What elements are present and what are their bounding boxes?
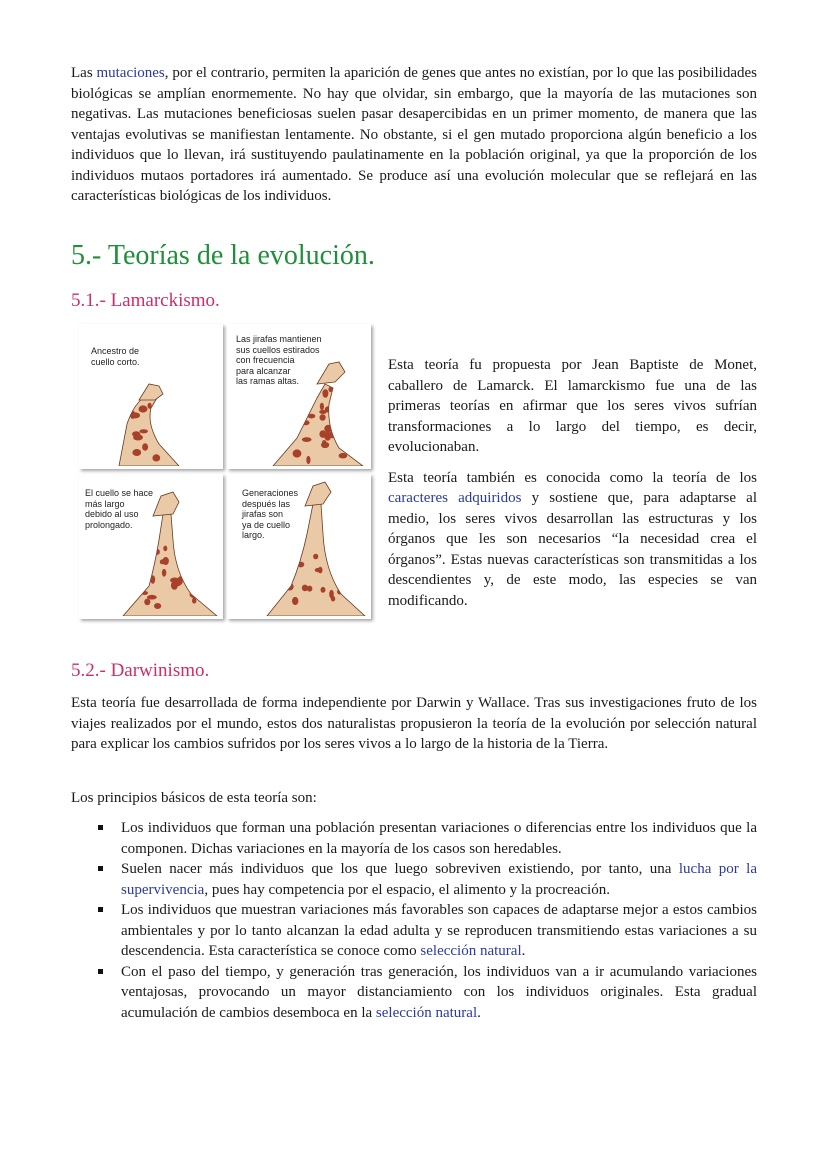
giraffe-spot — [341, 557, 347, 563]
giraffe-spot — [192, 598, 196, 604]
giraffe-spot — [180, 536, 186, 542]
giraffe-spot — [336, 427, 342, 433]
giraffe-spot — [130, 411, 135, 419]
list-item-text: Los individuos que muestran variaciones más favorables son capaces de adaptarse mejor a estos cambios ambientales y por lo tanto alcanzan la edad adulta y se reproducen transmitiendo estas variaciones a su descendencia. Esta característica se conoce como — [121, 902, 757, 959]
giraffe-spot — [141, 591, 148, 595]
giraffe-spot — [152, 454, 160, 461]
giraffe-spot — [320, 403, 324, 410]
figure-panel-4 — [227, 474, 371, 619]
giraffe-spot — [302, 420, 310, 425]
giraffe-spot — [132, 431, 140, 436]
giraffe-spot — [141, 581, 146, 589]
giraffe-spot — [159, 409, 163, 415]
giraffe-spot — [292, 597, 298, 605]
list-item-text: Los individuos que forman una población presentan variaciones o diferencias entre los individuos que la componen. Dichas variaciones en la mayoría de los casos son heredables. — [121, 820, 757, 857]
giraffe-spot — [325, 540, 332, 546]
giraffe-spot — [327, 552, 336, 558]
giraffe-spot — [332, 410, 339, 416]
figure-caption-3: El cuello se hace más largo debido al uso prolongado. — [85, 488, 154, 530]
giraffe-spot — [167, 419, 174, 427]
figure-caption-2: Las jirafas mantienen sus cuellos estirados con frecuencia para alcanzar las ramas altas. — [236, 334, 322, 386]
figure-caption-1: Ancestro de cuello corto. — [91, 346, 140, 367]
giraffe-spot — [150, 415, 160, 423]
giraffe-spot — [336, 580, 346, 586]
list-item — [71, 900, 757, 962]
giraffe-spot — [329, 590, 334, 599]
giraffe-spot — [189, 528, 194, 536]
intro-text-start: Las — [71, 65, 97, 81]
darwinismo-paragraph: Esta teoría fue desarrollada de forma independiente por Darwin y Wallace. Tras sus investigaciones fruto de los viajes realizados por el mundo, estos dos naturalistas propusieron la teoría de la evolución por selección natural para explicar los cambios sufridos por los seres vivos a lo largo de la historia de la Tierra. — [71, 695, 757, 752]
lamarck-giraffe-figure — [79, 324, 373, 624]
giraffe-spot — [341, 545, 348, 549]
long-neck-giraffe-illustration — [263, 478, 367, 616]
giraffe-spot — [190, 590, 199, 598]
giraffe-spot — [136, 559, 146, 565]
term-caracteres-adquiridos: caracteres adquiridos — [388, 490, 522, 506]
figure-panel-1 — [79, 324, 223, 469]
giraffe-spot — [162, 569, 166, 577]
term-seleccion-natural: selección natural — [375, 1004, 478, 1021]
giraffe-spot — [293, 449, 302, 457]
giraffe-spot — [333, 426, 338, 430]
giraffe-spot — [302, 437, 312, 442]
giraffe-spot — [297, 387, 304, 392]
list-item — [71, 818, 757, 859]
giraffe-spot — [328, 387, 332, 392]
giraffe-spot — [185, 430, 195, 435]
giraffe-spot — [288, 557, 297, 566]
subsection-title-darwinismo: 5.2.- Darwinismo. — [71, 660, 210, 681]
lamarckismo-p2-rest: y sostiene que, para adaptarse al medio, los seres vivos desarrollan las estructuras y los órganos que les son necesarios “la necesidad crea el órganos”. Estas nuevas características son transmitidas a los descendientes y, de este modo, las especies se van modificando. — [388, 490, 757, 609]
giraffe-spot — [294, 532, 300, 539]
giraffe-spot — [139, 405, 148, 412]
giraffe-spot — [160, 559, 165, 564]
lamarckismo-paragraph-1: Esta teoría fu propuesta por Jean Baptiste de Monet, caballero de Lamarck. El lamarckismo fue una de las primeras teorías en afirmar que los seres vivos sufrían transformaciones a lo largo del tiempo, es decir, evolucionaban. — [388, 357, 757, 455]
list-item-text-end: . — [477, 1004, 481, 1021]
longer-neck-giraffe-illustration — [119, 484, 219, 616]
principles-intro: Los principios básicos de esta teoría son: — [71, 790, 317, 806]
giraffe-spot — [297, 562, 304, 568]
stretching-giraffe-illustration — [267, 348, 367, 466]
giraffe-spot — [163, 416, 171, 420]
giraffe-spot — [339, 453, 348, 459]
giraffe-spot — [308, 414, 316, 419]
giraffe-spot — [315, 568, 322, 572]
giraffe-spot — [170, 397, 177, 404]
giraffe-spot — [139, 429, 148, 433]
term-seleccion-natural: selección natural — [420, 943, 522, 959]
giraffe-spot — [132, 449, 141, 456]
list-item-text-end: . — [521, 943, 526, 959]
giraffe-spot — [186, 450, 191, 455]
giraffe-spot — [117, 412, 124, 417]
giraffe-spot — [306, 456, 310, 464]
giraffe-spot — [319, 410, 327, 414]
giraffe-spot — [179, 452, 184, 457]
list-item — [71, 962, 757, 1024]
short-neck-giraffe-illustration — [99, 354, 214, 466]
giraffe-spot — [169, 451, 178, 456]
figure-panel-2 — [227, 324, 371, 469]
giraffe-spot — [154, 603, 161, 609]
giraffe-spot — [163, 546, 167, 552]
term-mutaciones: mutaciones — [96, 65, 165, 81]
giraffe-spot — [333, 560, 343, 567]
giraffe-spot — [147, 561, 154, 567]
giraffe-spot — [155, 549, 160, 555]
giraffe-spot — [194, 529, 201, 537]
list-item-text-end: , pues hay competencia por el espacio, el alimento y la procreación. — [204, 881, 610, 898]
giraffe-spot — [142, 443, 148, 451]
giraffe-spot — [300, 395, 307, 399]
giraffe-spot — [288, 523, 296, 532]
subsection-title-lamarckismo: 5.1.- Lamarckismo. — [71, 290, 220, 311]
giraffe-spot — [147, 595, 157, 600]
giraffe-spot — [183, 540, 188, 549]
intro-paragraph — [71, 63, 757, 207]
giraffe-spot — [294, 396, 304, 402]
giraffe-spot — [321, 587, 326, 593]
giraffe-spot — [287, 545, 292, 549]
giraffe-spot — [322, 440, 326, 445]
section-title-evolution-theories: 5.- Teorías de la evolución. — [71, 240, 375, 271]
figure-panel-3 — [79, 474, 223, 619]
giraffe-spot — [344, 589, 350, 596]
giraffe-spot — [322, 389, 328, 398]
lamarckismo-p2-start: Esta teoría también es conocida como la teoría de los — [388, 469, 757, 486]
list-item-text: Con el paso del tiempo, y generación tras generación, los individuos van a ir acumulando variaciones ventajosas, provocando un mayor distanciamiento con los individuos originales. Esta gradual acumulación de cambios desemboca en la — [121, 963, 757, 1021]
giraffe-spot — [184, 404, 194, 413]
giraffe-spot — [183, 401, 188, 408]
giraffe-spot — [186, 394, 194, 402]
giraffe-spot — [288, 428, 295, 436]
giraffe-spot — [302, 585, 308, 592]
giraffe-spot — [188, 434, 192, 439]
intro-text-rest: , por el contrario, permiten la aparición de genes que antes no existían, por lo que las posibilidades biológicas se amplían enormemente. No hay que olvidar, sin embargo, que la mayoría de las mutaciones son negativas. Las mutaciones beneficiosas suelen pasar desapercibidas en un primer momento, de manera que las ventajas evolutivas se manifiestan lentamente. No obstante, si el gen mutado proporciona algún beneficio a los individuos que lo llevan, irá sustituyendo paulatinamente en la población original, ya que la proporción de los individuos mutaos portadores irá aumentado. Se produce así una evolución molecular que se reflejará en las características biológicas de los individuos. — [71, 65, 757, 204]
giraffe-spot — [282, 566, 288, 572]
giraffe-spot — [153, 402, 160, 406]
giraffe-spot — [174, 578, 182, 586]
giraffe-spot — [144, 599, 150, 606]
lamarckismo-text — [388, 355, 757, 611]
giraffe-spot — [320, 414, 326, 420]
giraffe-spot — [147, 559, 154, 564]
list-item — [71, 859, 757, 900]
giraffe-spot — [184, 454, 191, 459]
term-lucha-por-la-supervivencia: lucha por la supervivencia — [121, 861, 757, 898]
giraffe-spot — [329, 536, 337, 544]
figure-caption-4: Generaciones después las jirafas son ya de cuello largo. — [242, 488, 299, 540]
principles-list — [71, 818, 757, 1023]
giraffe-spot — [313, 554, 318, 560]
giraffe-spot — [286, 583, 294, 590]
giraffe-spot — [192, 529, 198, 537]
lamarckismo-paragraph-2 — [388, 468, 757, 612]
list-item-text: Suelen nacer más individuos que los que luego sobreviven existiendo, por tanto, una — [121, 861, 679, 877]
